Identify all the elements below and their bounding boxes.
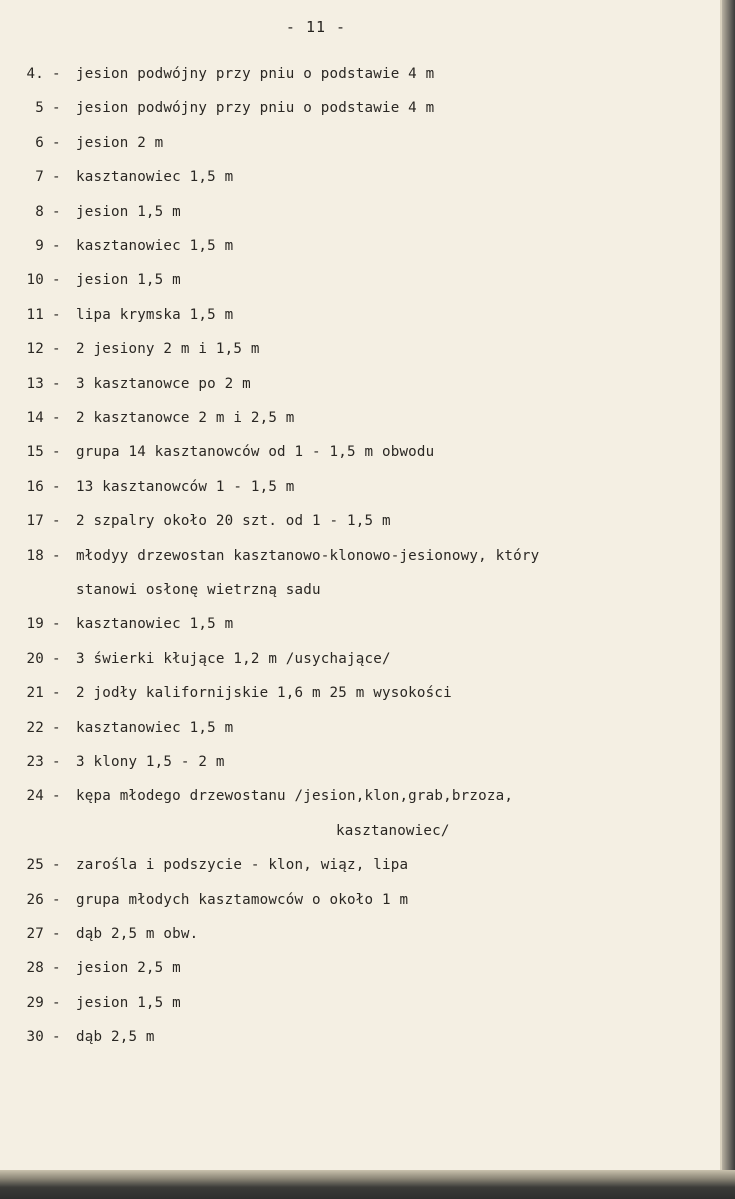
item-number: 23	[26, 754, 44, 770]
item-separator: -	[52, 169, 61, 186]
item-number: 17	[26, 513, 44, 530]
item-text: 3 klony 1,5 - 2 m	[76, 754, 225, 770]
item-number: 21	[26, 685, 44, 702]
item-number: 4.	[26, 66, 44, 82]
item-text: kasztanowiec 1,5 m	[76, 169, 234, 186]
item-text: 2 kasztanowce 2 m i 2,5 m	[76, 410, 295, 426]
item-number: 29	[26, 994, 44, 1011]
item-number: 7	[35, 169, 44, 186]
item-separator: -	[52, 444, 61, 461]
item-text: kępa młodego drzewostanu /jesion,klon,grab,brzoza,	[76, 788, 514, 805]
item-separator: -	[52, 650, 61, 667]
item-number: 12	[26, 341, 44, 358]
item-number: 22	[26, 719, 44, 736]
item-number: 27	[26, 926, 44, 942]
item-separator: -	[52, 857, 61, 874]
item-separator: -	[52, 754, 61, 770]
item-text: młodyy drzewostan kasztanowo-klonowo-jesionowy, który	[76, 547, 540, 564]
item-separator: -	[52, 788, 61, 805]
item-number: 20	[26, 650, 44, 667]
item-text: dąb 2,5 m	[76, 1029, 155, 1046]
item-number: 9	[35, 238, 44, 254]
item-separator: -	[52, 410, 61, 426]
item-text: 2 jesiony 2 m i 1,5 m	[76, 341, 260, 358]
item-text: kasztanowiec 1,5 m	[76, 616, 234, 633]
item-separator: -	[52, 1029, 61, 1046]
item-text: 3 kasztanowce po 2 m	[76, 375, 251, 392]
item-text: grupa młodych kasztamowców o około 1 m	[76, 891, 409, 908]
item-number: 25	[26, 857, 44, 874]
item-number: 14	[26, 410, 44, 426]
item-separator: -	[52, 100, 61, 117]
item-number: 13	[26, 375, 44, 392]
item-text: 2 jodły kalifornijskie 1,6 m 25 m wysokości	[76, 685, 452, 702]
page-number: - 11 -	[285, 18, 347, 36]
item-text: 13 kasztanowców 1 - 1,5 m	[76, 478, 295, 495]
item-separator: -	[52, 719, 61, 736]
item-number: 16	[26, 478, 44, 495]
item-separator: -	[52, 272, 61, 289]
item-separator: -	[52, 616, 61, 633]
item-text: jesion podwójny przy pniu o podstawie 4 m	[76, 100, 435, 117]
item-separator: -	[52, 375, 61, 392]
item-text: 2 szpalry około 20 szt. od 1 - 1,5 m	[76, 513, 391, 530]
item-separator: -	[52, 994, 61, 1011]
item-separator: -	[52, 134, 61, 151]
item-text: kasztanowiec 1,5 m	[76, 719, 234, 736]
item-number: 24	[26, 788, 44, 805]
item-text: kasztanowiec 1,5 m	[76, 238, 234, 254]
item-number: 6	[35, 134, 44, 151]
item-number: 30	[26, 1029, 44, 1046]
item-number: 11	[26, 306, 44, 323]
item-separator: -	[52, 891, 61, 908]
item-text: jesion 1,5 m	[76, 272, 181, 289]
item-number: 5	[35, 100, 44, 117]
item-text: jesion 2 m	[76, 134, 164, 151]
page-edge-bottom	[0, 1170, 735, 1199]
item-number: 26	[26, 891, 44, 908]
item-text: grupa 14 kasztanowców od 1 - 1,5 m obwodu	[76, 444, 435, 461]
item-separator: -	[52, 685, 61, 702]
item-text: jesion 2,5 m	[76, 960, 181, 977]
item-separator: -	[52, 547, 61, 564]
item-separator: -	[52, 926, 61, 942]
item-number: 18	[26, 547, 44, 564]
item-text: lipa krymska 1,5 m	[76, 306, 234, 323]
item-text: jesion podwójny przy pniu o podstawie 4 m	[76, 66, 435, 82]
item-text: zarośla i podszycie - klon, wiąz, lipa	[76, 857, 409, 874]
item-text: dąb 2,5 m obw.	[76, 926, 199, 942]
item-separator: -	[52, 513, 61, 530]
item-separator: -	[52, 203, 61, 220]
item-number: 28	[26, 960, 44, 977]
item-text: kasztanowiec/	[336, 822, 450, 839]
item-text: jesion 1,5 m	[76, 994, 181, 1011]
item-number: 19	[26, 616, 44, 633]
item-number: 10	[26, 272, 44, 289]
item-text: jesion 1,5 m	[76, 203, 181, 220]
item-separator: -	[52, 478, 61, 495]
item-number: 15	[26, 444, 44, 461]
item-separator: -	[52, 238, 61, 254]
item-text: 3 świerki kłujące 1,2 m /usychające/	[76, 650, 391, 667]
item-separator: -	[52, 341, 61, 358]
item-number: 8	[35, 203, 44, 220]
item-separator: -	[52, 960, 61, 977]
item-text: stanowi osłonę wietrzną sadu	[76, 582, 321, 598]
page-edge-right	[722, 0, 735, 1199]
item-separator: -	[52, 306, 61, 323]
item-separator: -	[52, 66, 61, 82]
